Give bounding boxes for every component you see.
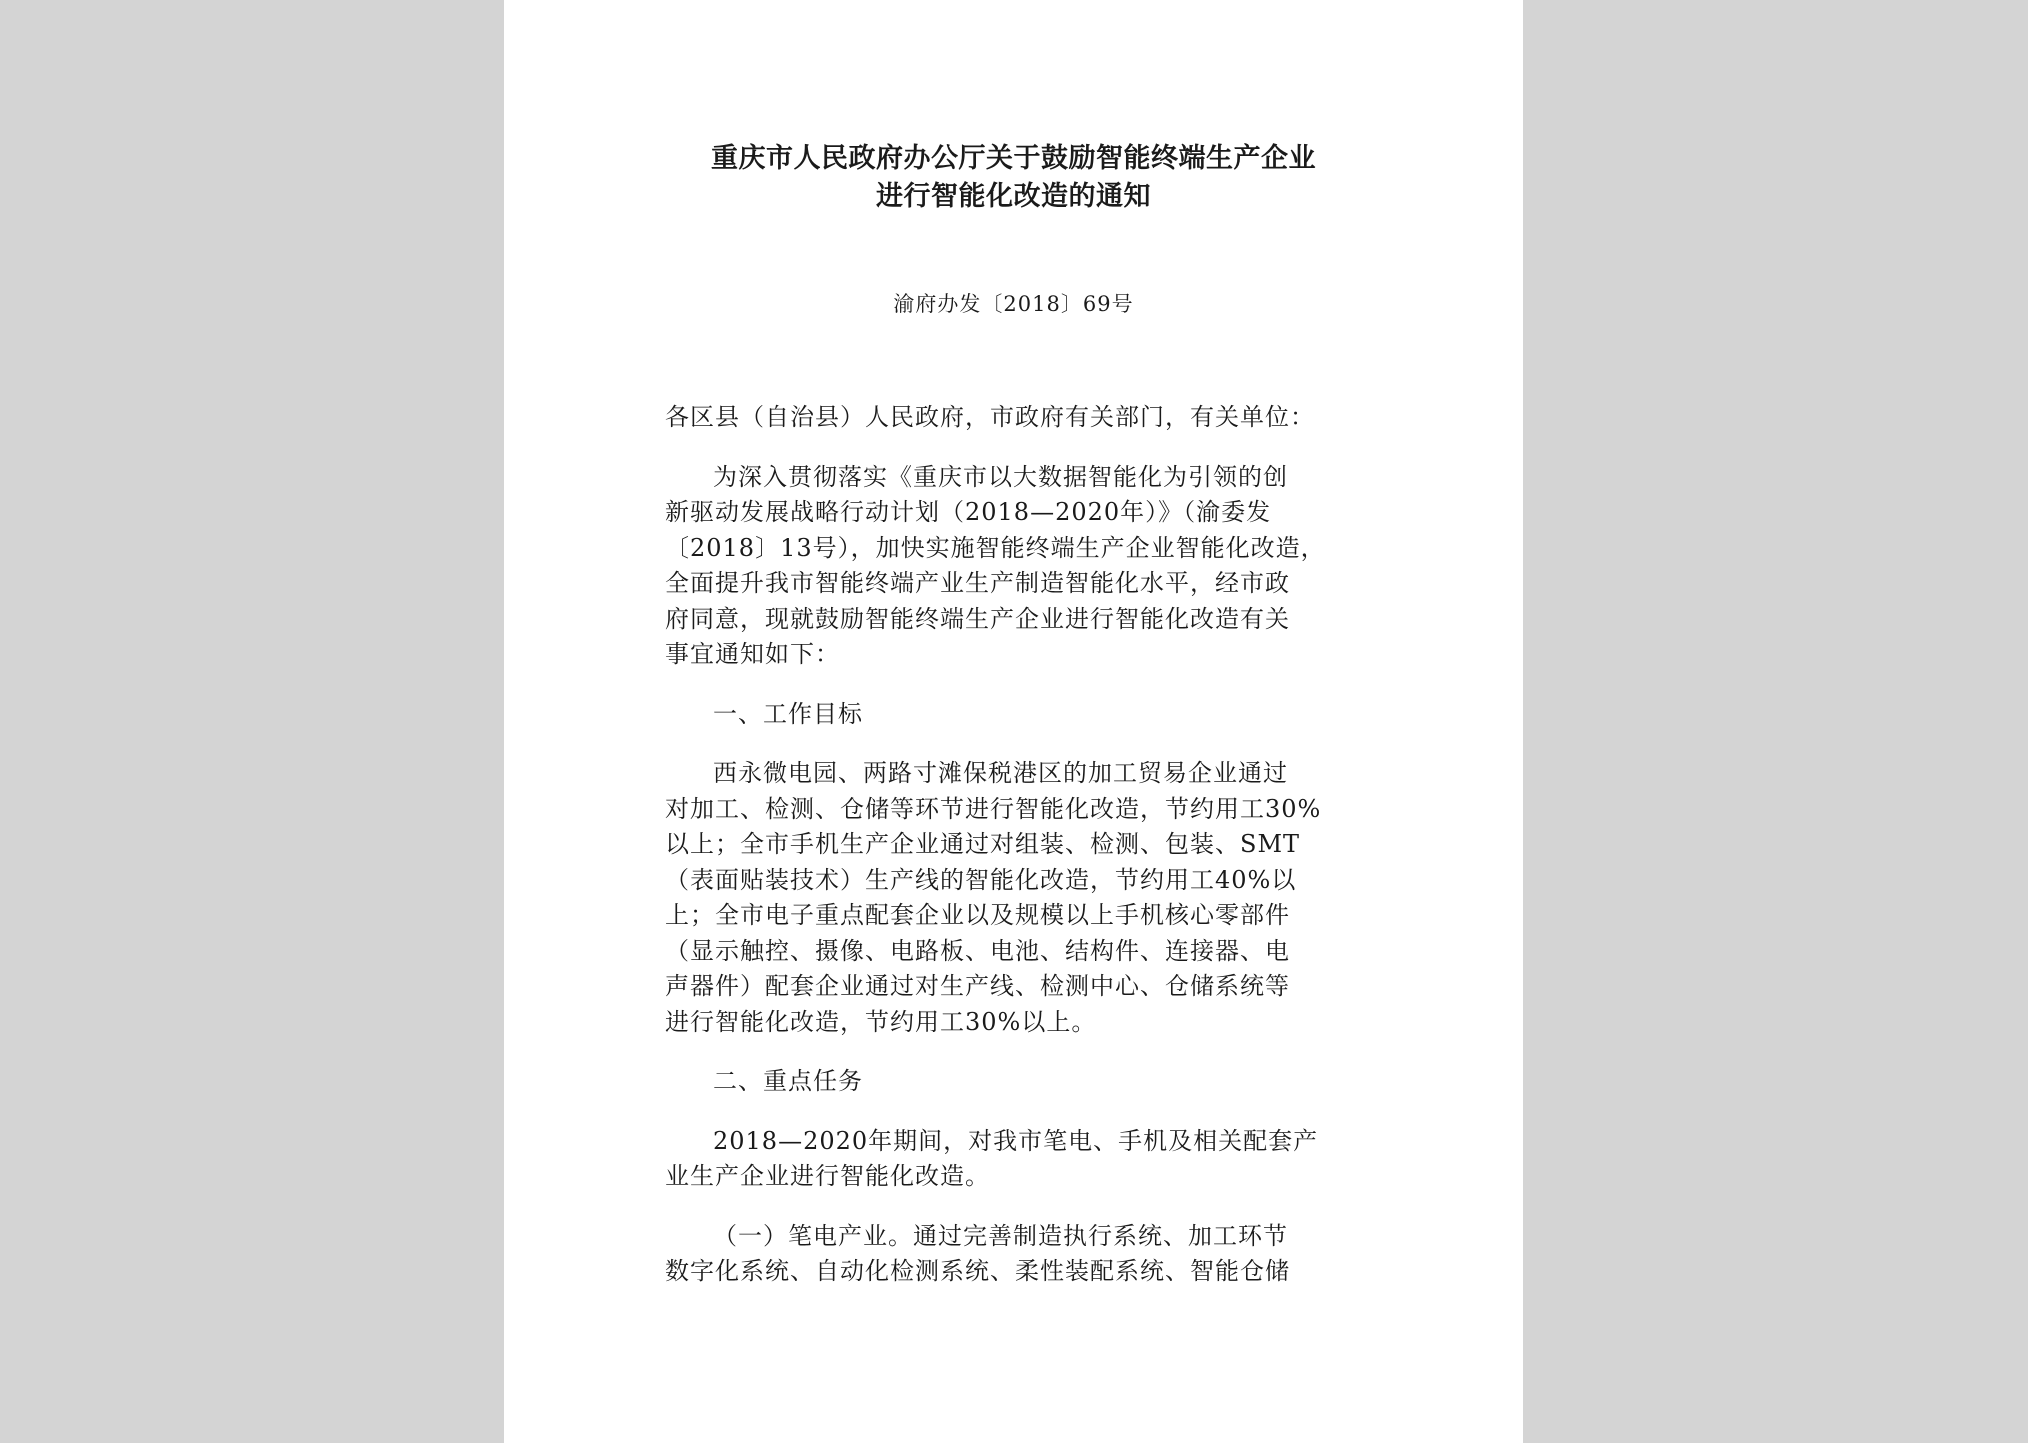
text-line: 府同意，现就鼓励智能终端生产企业进行智能化改造有关 bbox=[665, 604, 1290, 633]
paragraph-key-tasks bbox=[665, 1124, 1385, 1195]
paragraph-work-goals bbox=[665, 756, 1385, 1040]
document-title-line-1: 重庆市人民政府办公厅关于鼓励智能终端生产企业 bbox=[711, 143, 1316, 174]
text-line: 进行智能化改造，节约用工30%以上。 bbox=[665, 1007, 1097, 1036]
document-title-line-2: 进行智能化改造的通知 bbox=[876, 181, 1151, 212]
text-line: 业生产企业进行智能化改造。 bbox=[665, 1162, 990, 1190]
text-line: 上；全市电子重点配套企业以及规模以上手机核心零部件 bbox=[665, 901, 1290, 929]
document-page bbox=[504, 0, 1523, 1443]
text-line: 〔2018〕13号），加快实施智能终端生产企业智能化改造， bbox=[665, 533, 1326, 562]
document-body bbox=[665, 400, 1385, 1314]
section-heading: 二、重点任务 bbox=[713, 1067, 863, 1095]
text-line: 全面提升我市智能终端产业生产制造智能化水平，经市政 bbox=[665, 569, 1290, 597]
paragraph-laptop-industry bbox=[665, 1219, 1385, 1290]
text-line: （表面贴装技术）生产线的智能化改造，节约用工40%以 bbox=[665, 865, 1297, 894]
text-line: 为深入贯彻落实《重庆市以大数据智能化为引领的创 bbox=[713, 462, 1288, 491]
text-line: 2018—2020年期间，对我市笔电、手机及相关配套产 bbox=[713, 1126, 1319, 1155]
text-line: 西永微电园、两路寸滩保税港区的加工贸易企业通过 bbox=[713, 759, 1288, 787]
text-line: 对加工、检测、仓储等环节进行智能化改造，节约用工30% bbox=[665, 794, 1322, 823]
section-heading-key-tasks bbox=[665, 1064, 1385, 1100]
document-number: 渝府办发〔2018〕69号 bbox=[893, 292, 1134, 316]
paragraph-intro bbox=[665, 460, 1385, 673]
text-line: 数字化系统、自动化检测系统、柔性装配系统、智能仓储 bbox=[665, 1257, 1290, 1285]
text-line: 声器件）配套企业通过对生产线、检测中心、仓储系统等 bbox=[665, 972, 1290, 1000]
salutation: 各区县（自治县）人民政府，市政府有关部门，有关单位： bbox=[665, 403, 1315, 431]
text-line: 事宜通知如下： bbox=[665, 640, 840, 668]
section-heading: 一、工作目标 bbox=[713, 699, 863, 728]
text-line: （一）笔电产业。通过完善制造执行系统、加工环节 bbox=[713, 1221, 1288, 1250]
text-line: （显示触控、摄像、电路板、电池、结构件、连接器、电 bbox=[665, 936, 1290, 965]
text-line: 以上；全市手机生产企业通过对组装、检测、包装、SMT bbox=[665, 830, 1301, 858]
section-heading-work-goals bbox=[665, 697, 1385, 733]
text-line: 新驱动发展战略行动计划（2018—2020年）》（渝委发 bbox=[665, 498, 1272, 526]
